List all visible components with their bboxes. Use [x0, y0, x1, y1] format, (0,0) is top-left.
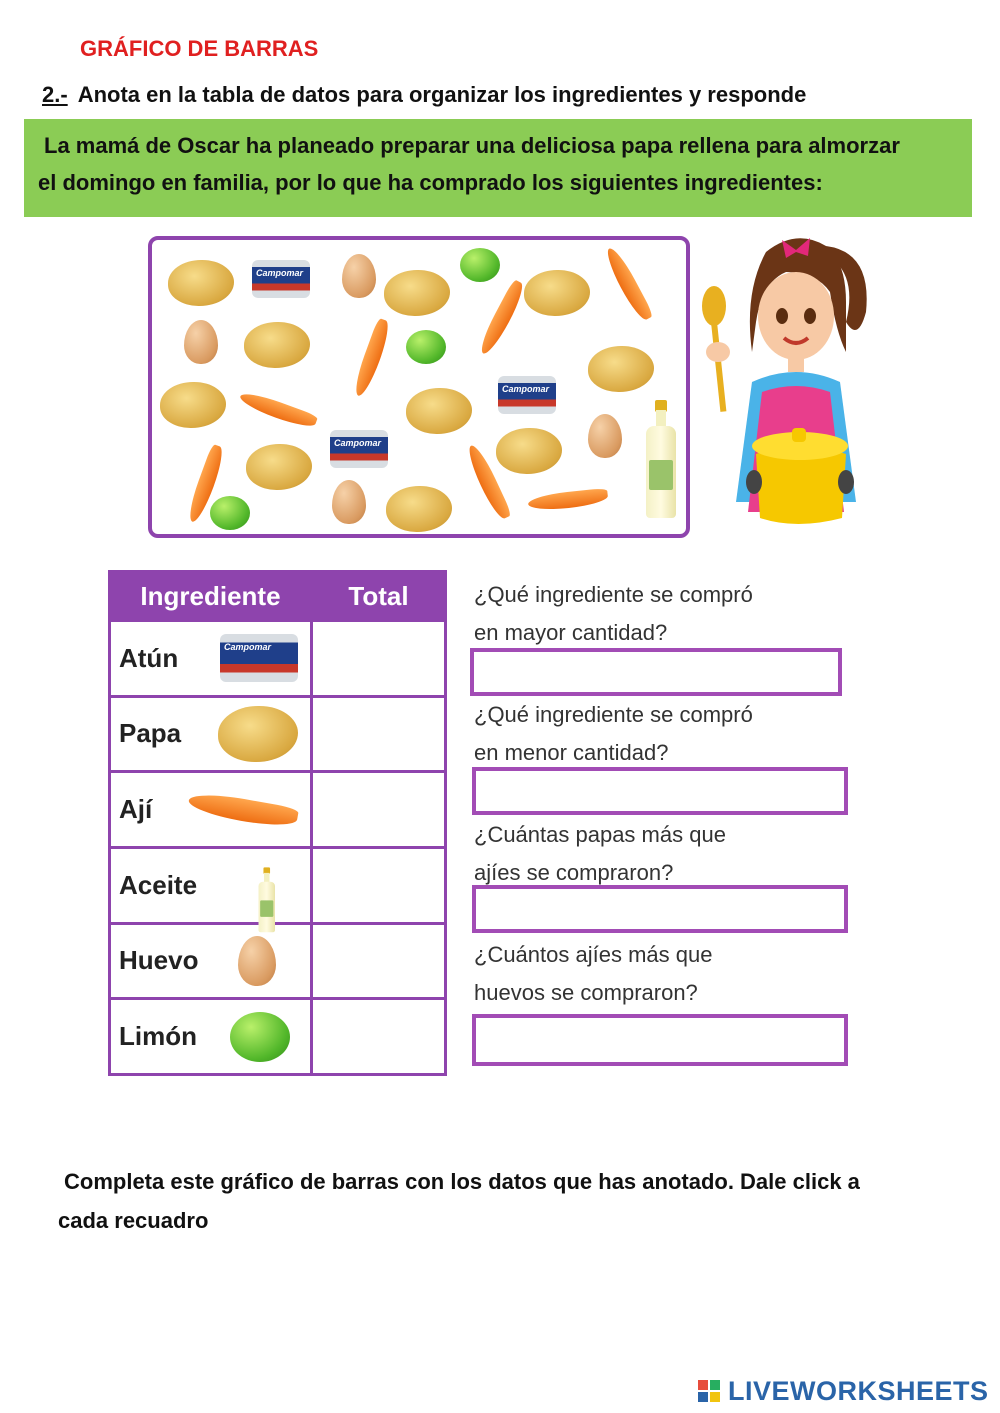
potato-icon	[406, 388, 472, 434]
chili-icon	[351, 318, 393, 399]
potato-icon	[524, 270, 590, 316]
total-input-aji[interactable]	[312, 772, 446, 848]
page-title: GRÁFICO DE BARRAS	[80, 36, 319, 61]
answer-4-input[interactable]	[472, 1014, 848, 1066]
ingredient-name: Aceite	[119, 869, 198, 900]
potato-icon	[218, 706, 298, 762]
can-brand: Campomar	[334, 438, 382, 448]
header-total: Total	[312, 572, 446, 621]
can-brand: Campomar	[502, 384, 550, 394]
table-row	[110, 772, 446, 848]
question-2	[474, 696, 840, 772]
ingredient-cell	[110, 696, 312, 772]
question-4	[474, 936, 840, 1012]
table-row	[110, 847, 446, 923]
question-4-line-1: ¿Cuántos ajíes más que	[474, 942, 713, 967]
chili-icon	[602, 245, 654, 323]
table-row	[110, 923, 446, 999]
can-brand: Campomar	[256, 268, 304, 278]
mom-cooking-illustration	[696, 232, 896, 528]
total-input-papa[interactable]	[312, 696, 446, 772]
ingredients-table	[108, 570, 447, 1076]
tuna-can-icon	[220, 634, 298, 682]
story-box	[24, 119, 972, 217]
potato-icon	[588, 346, 654, 392]
ingredient-cell	[110, 772, 312, 848]
can-brand: Campomar	[224, 642, 272, 653]
lime-icon	[460, 248, 500, 282]
table-header-row	[110, 572, 446, 621]
logo-text: LIVEWORKSHEETS	[728, 1376, 989, 1406]
tuna-can-icon	[498, 376, 556, 414]
story-line-2: el domingo en familia, por lo que ha comprado los siguientes ingredientes:	[38, 170, 823, 195]
total-input-aceite[interactable]	[312, 847, 446, 923]
potato-icon	[496, 428, 562, 474]
lime-icon	[210, 496, 250, 530]
total-input-atun[interactable]	[312, 621, 446, 697]
logo-mark-icon	[698, 1380, 722, 1404]
question-3-line-1: ¿Cuántas papas más que	[474, 822, 726, 847]
egg-icon	[588, 414, 622, 458]
table-row	[110, 999, 446, 1075]
chili-icon	[187, 789, 299, 830]
potato-icon	[160, 382, 226, 428]
ingredient-cell	[110, 923, 312, 999]
ingredient-name: Atún	[119, 642, 179, 673]
egg-icon	[332, 480, 366, 524]
egg-icon	[238, 936, 276, 986]
egg-icon	[184, 320, 218, 364]
oil-bottle-icon	[259, 868, 270, 903]
question-2-line-2: en menor cantidad?	[474, 740, 669, 765]
question-1-line-1: ¿Qué ingrediente se compró	[474, 582, 753, 607]
bar-chart-instruction-line-2: cada recuadro	[58, 1208, 209, 1233]
answer-1-input[interactable]	[470, 648, 842, 696]
chili-icon	[476, 279, 528, 357]
ingredients-picture	[148, 236, 690, 538]
potato-icon	[244, 322, 310, 368]
story-line-1: La mamá de Oscar ha planeado preparar una deliciosa papa rellena para almorzar	[44, 133, 900, 158]
table-row	[110, 621, 446, 697]
potato-icon	[168, 260, 234, 306]
liveworksheets-logo	[698, 1376, 989, 1407]
total-input-limon[interactable]	[312, 999, 446, 1075]
question-3-line-2: ajíes se compraron?	[474, 860, 674, 885]
oil-bottle-icon	[646, 400, 676, 518]
potato-icon	[384, 270, 450, 316]
lime-icon	[406, 330, 446, 364]
lime-icon	[230, 1012, 290, 1062]
ingredient-name: Ají	[119, 794, 153, 825]
header-ingredient: Ingrediente	[110, 572, 312, 621]
tuna-can-icon	[252, 260, 310, 298]
table-row	[110, 696, 446, 772]
tuna-can-icon	[330, 430, 388, 468]
ingredient-name: Limón	[119, 1021, 197, 1052]
instruction	[42, 82, 806, 108]
potato-icon	[246, 444, 312, 490]
question-1	[474, 576, 840, 652]
answer-3-input[interactable]	[472, 885, 848, 933]
answer-2-input[interactable]	[472, 767, 848, 815]
chili-icon	[527, 488, 608, 512]
ingredient-cell	[110, 847, 312, 923]
egg-icon	[342, 254, 376, 298]
question-1-line-2: en mayor cantidad?	[474, 620, 668, 645]
instruction-number: 2.-	[42, 82, 68, 107]
chili-icon	[238, 389, 319, 431]
bar-chart-instruction	[58, 1162, 938, 1240]
question-4-line-2: huevos se compraron?	[474, 980, 698, 1005]
total-input-huevo[interactable]	[312, 923, 446, 999]
ingredient-cell	[110, 999, 312, 1075]
ingredient-name: Huevo	[119, 945, 199, 976]
bar-chart-instruction-line-1: Completa este gráfico de barras con los datos que has anotado. Dale click a	[64, 1169, 860, 1194]
instruction-text: Anota en la tabla de datos para organizar los ingredientes y responde	[77, 82, 807, 107]
ingredient-cell	[110, 621, 312, 697]
question-2-line-1: ¿Qué ingrediente se compró	[474, 702, 753, 727]
potato-icon	[386, 486, 452, 532]
ingredient-name: Papa	[119, 718, 182, 749]
question-3	[474, 816, 840, 892]
